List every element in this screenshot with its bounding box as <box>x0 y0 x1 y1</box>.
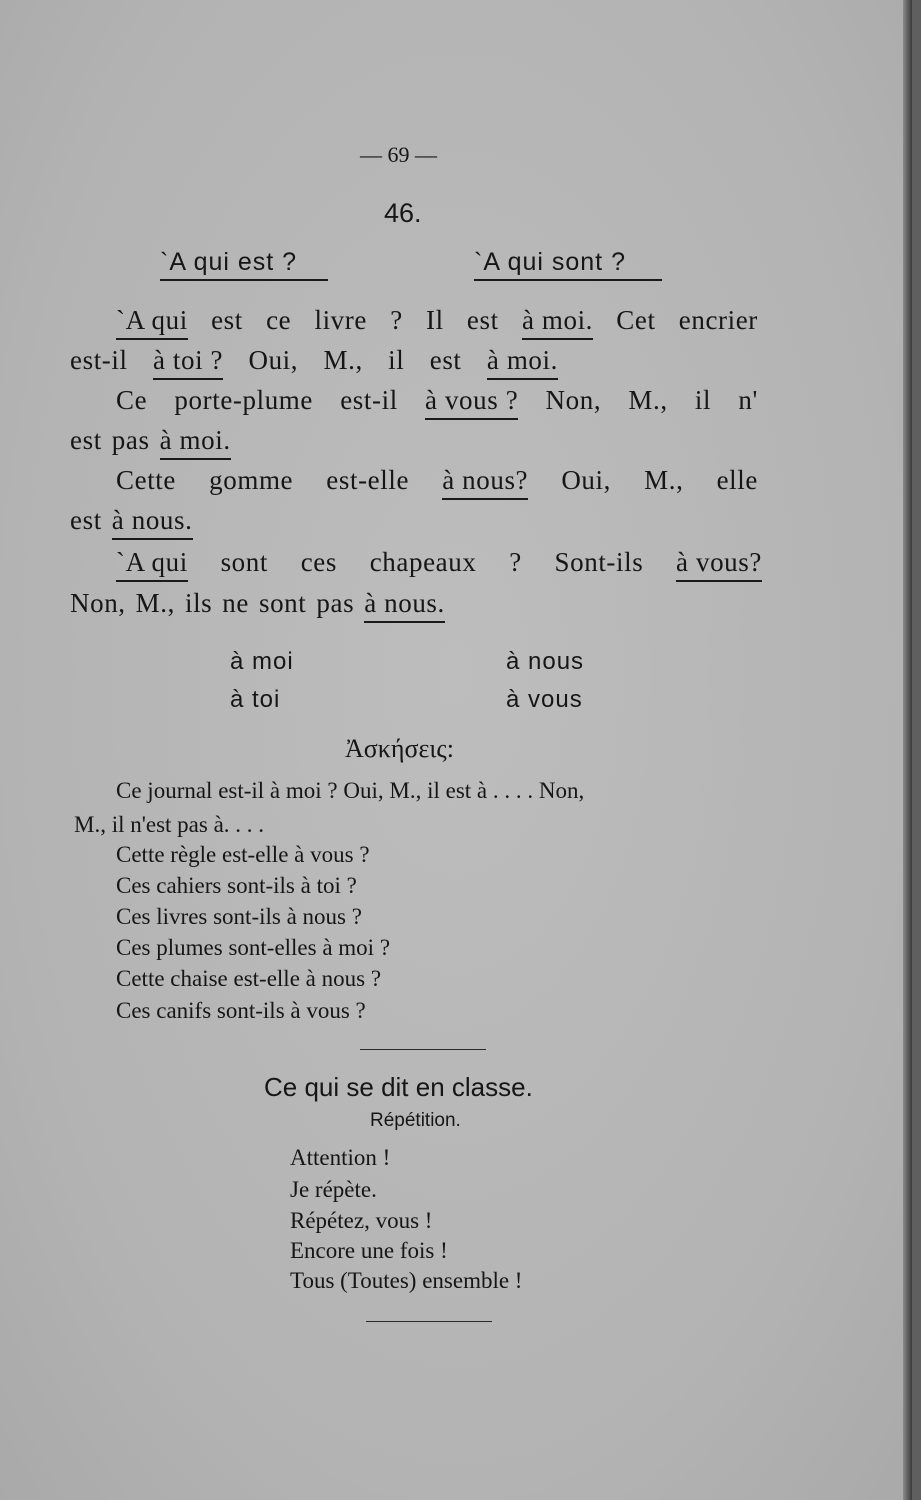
underlined-phrase: `A qui <box>116 305 188 340</box>
paragraph-line <box>70 425 270 460</box>
divider-rule <box>366 1321 492 1322</box>
exercise-line: Ces livres sont-ils à nous ? <box>116 904 362 929</box>
lesson-number: 46. <box>384 198 422 228</box>
underlined-phrase: à toi ? <box>153 345 223 380</box>
exercise-line: Ces plumes sont-elles à moi ? <box>116 935 391 960</box>
word: M., <box>323 345 363 375</box>
paragraph-line <box>116 465 758 500</box>
word: sont <box>258 588 307 618</box>
underlined-phrase: à nous. <box>364 588 445 623</box>
word: est <box>211 305 243 335</box>
word: pas <box>316 588 355 618</box>
word: ce <box>266 305 292 335</box>
word: livre <box>314 305 367 335</box>
paragraph-line <box>70 345 558 380</box>
word: Non, <box>545 385 602 415</box>
word: Oui, <box>248 345 299 375</box>
underlined-phrase: à moi. <box>160 425 231 460</box>
word: ? <box>509 547 522 577</box>
word: ? <box>390 305 403 335</box>
word: Cette <box>116 465 176 495</box>
underlined-phrase: à moi. <box>487 345 558 380</box>
word: Sont-ils <box>554 547 644 577</box>
word: Cet <box>616 305 656 335</box>
classroom-phrase: Tous (Toutes) ensemble ! <box>290 1268 523 1293</box>
word: chapeaux <box>369 547 477 577</box>
pronoun-a-moi: à moi <box>230 648 294 675</box>
header-a-qui-sont: `A qui sont ? <box>474 248 662 281</box>
word: M., <box>644 465 684 495</box>
paragraph-line <box>116 547 762 582</box>
underlined-phrase: à moi. <box>522 305 593 340</box>
header-a-qui-est: `A qui est ? <box>160 248 328 281</box>
classroom-phrase: Répétez, vous ! <box>290 1208 433 1233</box>
word: n' <box>738 385 758 415</box>
underlined-phrase: à nous. <box>112 505 193 540</box>
word: il <box>694 385 712 415</box>
word: est <box>70 425 102 455</box>
word: pas <box>111 425 150 455</box>
underlined-phrase: à vous ? <box>425 385 518 420</box>
word: ils <box>184 588 213 618</box>
paragraph-line <box>116 385 758 420</box>
word: Oui, <box>561 465 611 495</box>
word: porte-plume <box>174 385 313 415</box>
classroom-phrase: Encore une fois ! <box>290 1238 448 1263</box>
divider-rule <box>360 1049 486 1050</box>
word: elle <box>716 465 758 495</box>
page-number: — 69 — <box>360 142 437 167</box>
exercise-line: M., il n'est pas à. . . . <box>74 812 265 837</box>
word: Non, <box>70 588 126 618</box>
underlined-phrase: à vous? <box>676 547 762 582</box>
pronoun-a-nous: à nous <box>506 648 585 675</box>
pronoun-a-toi: à toi <box>230 686 281 713</box>
underlined-phrase: à nous? <box>442 465 528 500</box>
word: encrier <box>678 305 758 335</box>
paragraph-line <box>70 505 220 540</box>
exercise-line: Ce journal est-il à moi ? Oui, M., il est à . . . . Non, <box>116 778 585 803</box>
word: est-il <box>340 385 398 415</box>
word: M., <box>628 385 668 415</box>
word: est-elle <box>326 465 410 495</box>
word: ne <box>222 588 249 618</box>
underlined-phrase: `A qui <box>116 547 188 582</box>
pronoun-a-vous: à vous <box>506 686 583 713</box>
paragraph-line <box>70 588 528 623</box>
word: est-il <box>70 345 128 375</box>
paragraph-line <box>116 305 758 340</box>
exercise-line: Ces cahiers sont-ils à toi ? <box>116 873 357 898</box>
word: gomme <box>209 465 294 495</box>
page-edge-shadow <box>903 0 912 1500</box>
exercise-line: Ces canifs sont-ils à vous ? <box>116 998 366 1023</box>
word: Ce <box>116 385 148 415</box>
classroom-subtitle: Répétition. <box>370 1110 461 1131</box>
word: il <box>388 345 405 375</box>
classroom-phrase: Attention ! <box>290 1145 391 1170</box>
exercise-line: Cette chaise est-elle à nous ? <box>116 966 382 991</box>
word: ces <box>300 547 337 577</box>
classroom-title: Ce qui se dit en classe. <box>264 1072 533 1102</box>
exercises-title: Ἀσκήσεις: <box>345 734 454 763</box>
word: est <box>70 505 102 535</box>
word: est <box>466 305 499 335</box>
word: M., <box>135 588 175 618</box>
classroom-phrase: Je répète. <box>290 1177 377 1202</box>
word: est <box>429 345 462 375</box>
word: sont <box>220 547 268 577</box>
word: Il <box>426 305 444 335</box>
exercise-line: Cette règle est-elle à vous ? <box>116 842 370 867</box>
